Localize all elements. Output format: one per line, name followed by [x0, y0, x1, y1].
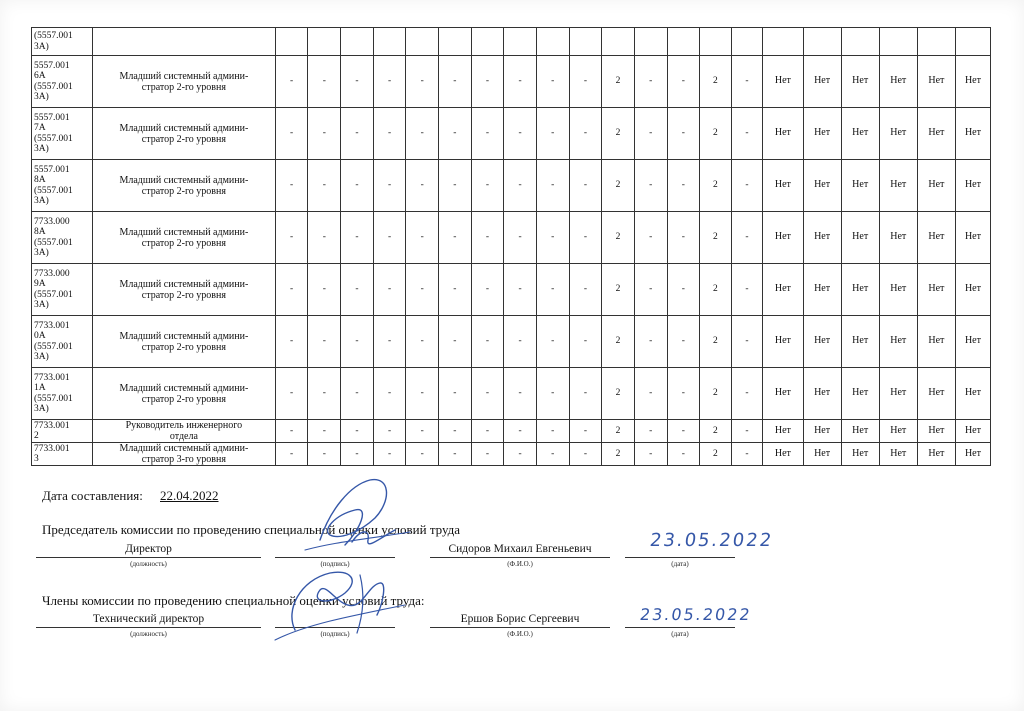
- yes-no-cell: Нет: [955, 443, 990, 466]
- factor-cell: -: [308, 443, 341, 466]
- caption-date: (дата): [671, 560, 689, 568]
- empty-cell: [341, 28, 374, 56]
- factor-cell: -: [504, 264, 537, 316]
- factor-cell: -: [439, 316, 472, 368]
- factor-cell: -: [536, 368, 569, 420]
- factor-cell: -: [504, 368, 537, 420]
- factor-cell: -: [536, 443, 569, 466]
- chair-position: Директор: [125, 543, 172, 555]
- factor-cell: -: [308, 160, 341, 212]
- yes-no-cell: Нет: [803, 420, 841, 443]
- empty-cell: [439, 28, 472, 56]
- empty-cell: [955, 28, 990, 56]
- table-row: [32, 108, 991, 160]
- yes-no-cell: Нет: [955, 264, 990, 316]
- factor-cell: -: [373, 160, 406, 212]
- factor-cell: -: [275, 56, 308, 108]
- factor-cell: -: [569, 420, 602, 443]
- empty-cell: [667, 28, 700, 56]
- factor-cell: 2: [700, 420, 732, 443]
- table-row: [32, 443, 991, 466]
- factor-cell: -: [731, 316, 763, 368]
- yes-no-cell: Нет: [879, 368, 917, 420]
- yes-no-cell: Нет: [955, 420, 990, 443]
- factor-cell: -: [471, 443, 504, 466]
- yes-no-cell: Нет: [917, 212, 955, 264]
- factor-cell: -: [667, 56, 700, 108]
- position-name: Младший системный админи- стратор 2-го уровня: [92, 368, 275, 420]
- empty-cell: [634, 28, 667, 56]
- factor-cell: -: [439, 368, 472, 420]
- yes-no-cell: Нет: [917, 420, 955, 443]
- chair-signature: [300, 470, 420, 565]
- factor-cell: -: [569, 212, 602, 264]
- factor-cell: -: [373, 212, 406, 264]
- workplace-code: 5557.001 6А (5557.001 3А): [32, 56, 93, 108]
- factor-cell: -: [667, 264, 700, 316]
- workplace-code: 7733.001 2: [32, 420, 93, 443]
- member-signature: [265, 555, 415, 650]
- factor-cell: 2: [700, 368, 732, 420]
- factor-cell: 2: [602, 212, 635, 264]
- factor-cell: -: [569, 108, 602, 160]
- factor-cell: -: [634, 56, 667, 108]
- caption-fio: (Ф.И.О.): [507, 560, 533, 568]
- empty-cell: [917, 28, 955, 56]
- factor-cell: 2: [602, 443, 635, 466]
- empty-cell: [763, 28, 803, 56]
- factor-cell: -: [634, 264, 667, 316]
- factor-cell: -: [536, 316, 569, 368]
- factor-cell: -: [275, 212, 308, 264]
- yes-no-cell: Нет: [841, 56, 879, 108]
- yes-no-cell: Нет: [917, 108, 955, 160]
- factor-cell: -: [439, 160, 472, 212]
- factor-cell: -: [504, 108, 537, 160]
- yes-no-cell: Нет: [763, 56, 803, 108]
- table-row: [32, 56, 991, 108]
- caption-date-2: (дата): [671, 630, 689, 638]
- factor-cell: -: [373, 264, 406, 316]
- table-row: [32, 368, 991, 420]
- workplace-code: 5557.001 7А (5557.001 3А): [32, 108, 93, 160]
- factor-cell: -: [471, 316, 504, 368]
- factor-cell: 2: [602, 316, 635, 368]
- factor-cell: -: [308, 56, 341, 108]
- yes-no-cell: Нет: [879, 56, 917, 108]
- factor-cell: -: [275, 316, 308, 368]
- workplace-code: 7733.001 1А (5557.001 3А): [32, 368, 93, 420]
- table-row: [32, 212, 991, 264]
- empty-cell: [373, 28, 406, 56]
- factor-cell: -: [667, 160, 700, 212]
- factor-cell: -: [275, 420, 308, 443]
- factor-cell: -: [439, 108, 472, 160]
- factor-cell: -: [471, 108, 504, 160]
- position-name: Руководитель инженерного отдела: [92, 420, 275, 443]
- factor-cell: -: [569, 316, 602, 368]
- factor-cell: -: [308, 420, 341, 443]
- position-name: Младший системный админи- стратор 2-го уровня: [92, 316, 275, 368]
- empty-cell: [406, 28, 439, 56]
- factor-cell: -: [275, 443, 308, 466]
- yes-no-cell: Нет: [803, 108, 841, 160]
- yes-no-cell: Нет: [763, 264, 803, 316]
- factor-cell: -: [504, 443, 537, 466]
- yes-no-cell: Нет: [955, 160, 990, 212]
- yes-no-cell: Нет: [841, 316, 879, 368]
- factor-cell: -: [373, 108, 406, 160]
- caption-signature: (подпись): [320, 560, 350, 568]
- factor-cell: -: [536, 108, 569, 160]
- factor-cell: -: [341, 56, 374, 108]
- yes-no-cell: Нет: [955, 56, 990, 108]
- factor-cell: -: [308, 316, 341, 368]
- factor-cell: -: [634, 212, 667, 264]
- factor-cell: -: [569, 443, 602, 466]
- member-sign-date: 23.05.2022: [638, 605, 753, 624]
- factor-cell: -: [731, 368, 763, 420]
- factor-cell: 2: [700, 160, 732, 212]
- chair-heading: Председатель комиссии по проведению специальной оценки условий труда: [42, 522, 461, 537]
- yes-no-cell: Нет: [803, 160, 841, 212]
- yes-no-cell: Нет: [803, 56, 841, 108]
- empty-cell: [803, 28, 841, 56]
- factor-cell: -: [667, 212, 700, 264]
- factor-cell: -: [471, 56, 504, 108]
- factor-cell: -: [373, 316, 406, 368]
- factor-cell: -: [504, 212, 537, 264]
- yes-no-cell: Нет: [917, 316, 955, 368]
- factor-cell: -: [308, 264, 341, 316]
- workplace-code: 7733.000 9А (5557.001 3А): [32, 264, 93, 316]
- position-name: [92, 28, 275, 56]
- yes-no-cell: Нет: [763, 443, 803, 466]
- position-name: Младший системный админи- стратор 2-го уровня: [92, 212, 275, 264]
- factor-cell: -: [634, 368, 667, 420]
- factor-cell: -: [504, 56, 537, 108]
- workplace-code: 7733.000 8А (5557.001 3А): [32, 212, 93, 264]
- factor-cell: -: [536, 160, 569, 212]
- factor-cell: -: [634, 420, 667, 443]
- yes-no-cell: Нет: [763, 212, 803, 264]
- chair-name: Сидоров Михаил Евгеньевич: [448, 543, 592, 555]
- empty-cell: [569, 28, 602, 56]
- factor-cell: -: [373, 443, 406, 466]
- factor-cell: 2: [700, 264, 732, 316]
- table-row: [32, 160, 991, 212]
- factor-cell: -: [504, 160, 537, 212]
- factor-cell: -: [731, 56, 763, 108]
- yes-no-cell: Нет: [917, 443, 955, 466]
- factor-cell: -: [569, 56, 602, 108]
- yes-no-cell: Нет: [879, 212, 917, 264]
- empty-cell: [504, 28, 537, 56]
- factor-cell: -: [341, 212, 374, 264]
- yes-no-cell: Нет: [917, 160, 955, 212]
- yes-no-cell: Нет: [841, 160, 879, 212]
- caption-position-2: (должность): [130, 630, 167, 638]
- factor-cell: 2: [700, 108, 732, 160]
- factor-cell: -: [731, 108, 763, 160]
- date-value: 22.04.2022: [160, 488, 219, 503]
- date-label: Дата составления:: [42, 488, 143, 503]
- factor-cell: -: [731, 420, 763, 443]
- factor-cell: -: [373, 420, 406, 443]
- empty-cell: [700, 28, 732, 56]
- factor-cell: 2: [700, 212, 732, 264]
- factor-cell: -: [308, 212, 341, 264]
- yes-no-cell: Нет: [917, 264, 955, 316]
- workplace-code: 5557.001 8А (5557.001 3А): [32, 160, 93, 212]
- factor-cell: -: [731, 443, 763, 466]
- yes-no-cell: Нет: [955, 368, 990, 420]
- factor-cell: -: [406, 368, 439, 420]
- factor-cell: -: [667, 108, 700, 160]
- factor-cell: 2: [700, 56, 732, 108]
- factor-cell: -: [504, 420, 537, 443]
- position-name: Младший системный админи- стратор 2-го уровня: [92, 160, 275, 212]
- yes-no-cell: Нет: [917, 368, 955, 420]
- workplace-code: (5557.001 3А): [32, 28, 93, 56]
- factor-cell: -: [341, 368, 374, 420]
- factor-cell: -: [406, 264, 439, 316]
- factor-cell: -: [471, 264, 504, 316]
- caption-signature-2: (подпись): [320, 630, 350, 638]
- factor-cell: -: [504, 316, 537, 368]
- factor-cell: 2: [700, 316, 732, 368]
- factor-cell: -: [471, 212, 504, 264]
- workplace-code: 7733.001 0А (5557.001 3А): [32, 316, 93, 368]
- yes-no-cell: Нет: [763, 108, 803, 160]
- factor-cell: -: [341, 443, 374, 466]
- factor-cell: -: [634, 108, 667, 160]
- empty-cell: [275, 28, 308, 56]
- yes-no-cell: Нет: [955, 108, 990, 160]
- yes-no-cell: Нет: [763, 316, 803, 368]
- factor-cell: -: [406, 108, 439, 160]
- yes-no-cell: Нет: [841, 212, 879, 264]
- table-row: [32, 316, 991, 368]
- position-name: Младший системный админи- стратор 2-го уровня: [92, 56, 275, 108]
- factor-cell: -: [634, 443, 667, 466]
- yes-no-cell: Нет: [763, 160, 803, 212]
- workplace-code: 7733.001 3: [32, 443, 93, 466]
- factor-cell: -: [471, 160, 504, 212]
- factor-cell: -: [406, 420, 439, 443]
- factor-cell: 2: [602, 264, 635, 316]
- factor-cell: -: [439, 212, 472, 264]
- yes-no-cell: Нет: [763, 368, 803, 420]
- factor-cell: -: [308, 368, 341, 420]
- table-row: [32, 264, 991, 316]
- assessment-table: [31, 27, 991, 466]
- factor-cell: -: [634, 316, 667, 368]
- factor-cell: -: [341, 160, 374, 212]
- yes-no-cell: Нет: [879, 420, 917, 443]
- yes-no-cell: Нет: [841, 443, 879, 466]
- factor-cell: -: [569, 368, 602, 420]
- factor-cell: -: [634, 160, 667, 212]
- factor-cell: -: [536, 56, 569, 108]
- empty-cell: [602, 28, 635, 56]
- factor-cell: 2: [602, 420, 635, 443]
- factor-cell: 2: [602, 56, 635, 108]
- empty-cell: [308, 28, 341, 56]
- factor-cell: -: [275, 368, 308, 420]
- empty-cell: [731, 28, 763, 56]
- yes-no-cell: Нет: [803, 368, 841, 420]
- caption-fio-2: (Ф.И.О.): [507, 630, 533, 638]
- factor-cell: -: [667, 420, 700, 443]
- member-position: Технический директор: [92, 613, 205, 625]
- yes-no-cell: Нет: [841, 420, 879, 443]
- yes-no-cell: Нет: [955, 316, 990, 368]
- yes-no-cell: Нет: [879, 264, 917, 316]
- yes-no-cell: Нет: [955, 212, 990, 264]
- factor-cell: -: [667, 316, 700, 368]
- factor-cell: -: [439, 264, 472, 316]
- factor-cell: -: [341, 316, 374, 368]
- yes-no-cell: Нет: [879, 160, 917, 212]
- caption-position: (должность): [130, 560, 167, 568]
- position-name: Младший системный админи- стратор 2-го уровня: [92, 108, 275, 160]
- empty-cell: [471, 28, 504, 56]
- yes-no-cell: Нет: [879, 108, 917, 160]
- yes-no-cell: Нет: [841, 264, 879, 316]
- chair-sign-date: 23.05.2022: [648, 530, 775, 551]
- factor-cell: 2: [602, 160, 635, 212]
- position-name: Младший системный админи- стратор 3-го уровня: [92, 443, 275, 466]
- factor-cell: -: [731, 212, 763, 264]
- factor-cell: -: [536, 264, 569, 316]
- factor-cell: -: [275, 160, 308, 212]
- table-row: [32, 420, 991, 443]
- factor-cell: -: [439, 56, 472, 108]
- factor-cell: -: [471, 420, 504, 443]
- factor-cell: -: [373, 368, 406, 420]
- yes-no-cell: Нет: [803, 443, 841, 466]
- yes-no-cell: Нет: [879, 316, 917, 368]
- empty-cell: [879, 28, 917, 56]
- factor-cell: -: [341, 420, 374, 443]
- factor-cell: -: [731, 264, 763, 316]
- yes-no-cell: Нет: [917, 56, 955, 108]
- yes-no-cell: Нет: [763, 420, 803, 443]
- factor-cell: -: [341, 264, 374, 316]
- factor-cell: -: [406, 316, 439, 368]
- yes-no-cell: Нет: [803, 316, 841, 368]
- factor-cell: -: [439, 420, 472, 443]
- factor-cell: -: [308, 108, 341, 160]
- factor-cell: -: [373, 56, 406, 108]
- factor-cell: -: [667, 368, 700, 420]
- factor-cell: -: [471, 368, 504, 420]
- empty-cell: [841, 28, 879, 56]
- members-heading: Члены комиссии по проведению специальной оценки условий труда:: [42, 593, 425, 608]
- factor-cell: -: [275, 108, 308, 160]
- position-name: Младший системный админи- стратор 2-го уровня: [92, 264, 275, 316]
- factor-cell: -: [439, 443, 472, 466]
- factor-cell: -: [731, 160, 763, 212]
- yes-no-cell: Нет: [841, 108, 879, 160]
- factor-cell: -: [667, 443, 700, 466]
- factor-cell: -: [406, 160, 439, 212]
- factor-cell: -: [569, 160, 602, 212]
- yes-no-cell: Нет: [803, 264, 841, 316]
- table-row: [32, 28, 991, 56]
- member-name: Ершов Борис Сергеевич: [460, 613, 580, 625]
- factor-cell: -: [275, 264, 308, 316]
- factor-cell: -: [569, 264, 602, 316]
- empty-cell: [536, 28, 569, 56]
- factor-cell: -: [341, 108, 374, 160]
- factor-cell: -: [406, 443, 439, 466]
- factor-cell: 2: [602, 108, 635, 160]
- yes-no-cell: Нет: [879, 443, 917, 466]
- factor-cell: 2: [700, 443, 732, 466]
- factor-cell: -: [406, 56, 439, 108]
- yes-no-cell: Нет: [841, 368, 879, 420]
- factor-cell: -: [406, 212, 439, 264]
- factor-cell: -: [536, 420, 569, 443]
- yes-no-cell: Нет: [803, 212, 841, 264]
- factor-cell: -: [536, 212, 569, 264]
- factor-cell: 2: [602, 368, 635, 420]
